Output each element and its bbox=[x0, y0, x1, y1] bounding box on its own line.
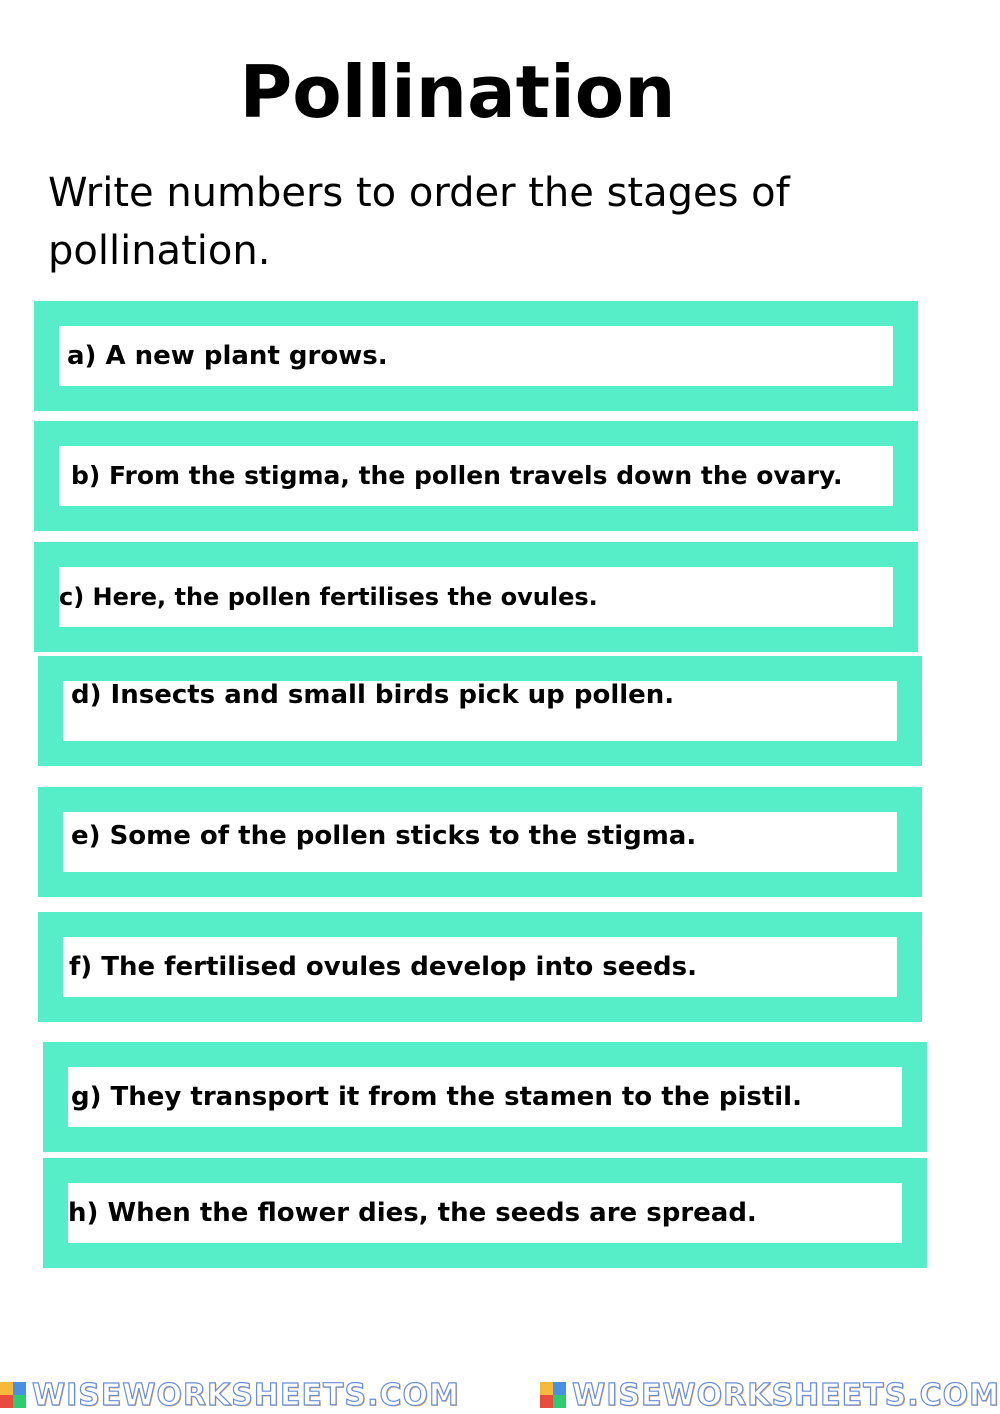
instructions-text: Write numbers to order the stages of pollination. bbox=[48, 170, 790, 274]
wise-worksheets-logo-icon bbox=[540, 1382, 566, 1408]
page-title: Pollination bbox=[239, 50, 676, 134]
watermark-text: WISEWORKSHEETS.COM bbox=[572, 1377, 1000, 1413]
stage-card-b bbox=[34, 421, 918, 531]
wise-worksheets-logo-icon bbox=[0, 1382, 26, 1408]
stage-card-c bbox=[34, 542, 918, 652]
stage-label-b: b) From the stigma, the pollen travels down the ovary. bbox=[71, 461, 843, 490]
stage-label-d: d) Insects and small birds pick up pollen. bbox=[71, 680, 675, 710]
stage-card-h bbox=[43, 1158, 927, 1268]
stage-label-g: g) They transport it from the stamen to the pistil. bbox=[71, 1082, 802, 1112]
stage-answer-box-a[interactable] bbox=[59, 326, 893, 386]
stage-answer-box-h[interactable] bbox=[68, 1183, 902, 1243]
stage-answer-box-g[interactable] bbox=[68, 1067, 902, 1127]
watermark-left bbox=[0, 1378, 460, 1413]
stage-label-f: f) The fertilised ovules develop into seeds. bbox=[69, 952, 698, 982]
stage-card-e bbox=[38, 787, 922, 897]
stage-card-d bbox=[38, 656, 922, 766]
watermark-text: WISEWORKSHEETS.COM bbox=[32, 1377, 460, 1413]
stage-card-f bbox=[38, 912, 922, 1022]
stage-label-e: e) Some of the pollen sticks to the stigma. bbox=[71, 821, 697, 851]
stage-answer-box-f[interactable] bbox=[63, 937, 897, 997]
stage-answer-box-d[interactable] bbox=[63, 681, 897, 741]
stage-card-g bbox=[43, 1042, 927, 1152]
stage-answer-box-c[interactable] bbox=[59, 567, 893, 627]
stage-answer-box-b[interactable] bbox=[59, 446, 893, 506]
stage-label-h: h) When the flower dies, the seeds are spread. bbox=[68, 1198, 757, 1228]
stage-label-a: a) A new plant grows. bbox=[67, 341, 388, 371]
stage-label-c: c) Here, the pollen fertilises the ovules. bbox=[59, 583, 598, 611]
stage-card-a bbox=[34, 301, 918, 411]
watermark-right bbox=[540, 1378, 1000, 1413]
stage-answer-box-e[interactable] bbox=[63, 812, 897, 872]
watermark-footer bbox=[0, 1376, 1000, 1414]
